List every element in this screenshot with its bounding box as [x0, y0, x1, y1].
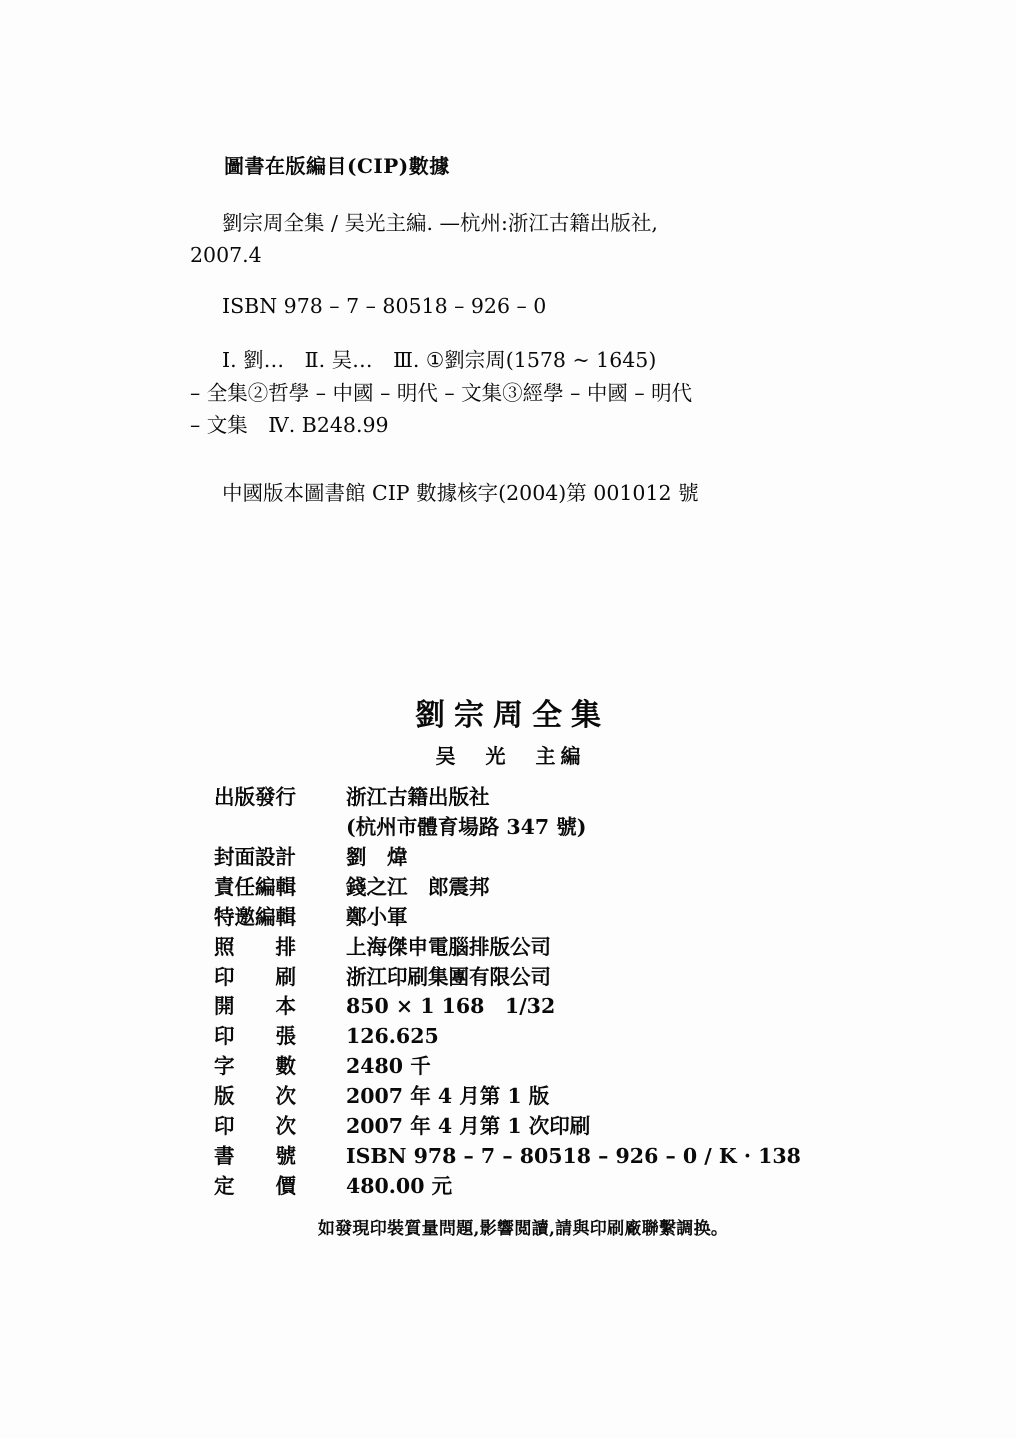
cip-class-line-3: – 文集 Ⅳ. B248.99: [190, 412, 389, 437]
colophon-row: [214, 783, 1016, 813]
colophon-row: [214, 873, 1016, 903]
cip-class-line-1: Ⅰ. 劉… Ⅱ. 吴… Ⅲ. ①劉宗周(1578 ~ 1645): [222, 348, 657, 373]
colophon-row: [214, 1172, 1016, 1202]
colophon-row-label: 照 排: [214, 934, 296, 959]
colophon-row-value: 126.625: [346, 1024, 439, 1049]
colophon-row-label: 印 次: [214, 1114, 296, 1139]
colophon-row: [214, 843, 1016, 873]
colophon-row-value: 上海傑申電腦排版公司: [346, 934, 551, 959]
colophon-row: [214, 1052, 1016, 1082]
colophon-row-value: ISBN 978 – 7 – 80518 – 926 – 0 ∕ K · 138: [346, 1144, 801, 1169]
cip-block: [190, 150, 830, 510]
colophon-row-label: 定 價: [214, 1173, 296, 1198]
colophon-row: [214, 1082, 1016, 1112]
book-title: 劉宗周全集: [415, 698, 610, 733]
colophon-row-label: 封面設計: [214, 844, 296, 869]
colophon-row-value: 浙江古籍出版社: [346, 785, 490, 809]
colophon-row: [214, 903, 1016, 933]
colophon-row-label: 印 刷: [214, 964, 296, 989]
colophon-row-label: 開 本: [214, 994, 296, 1019]
colophon-row-value: 劉 煒: [346, 844, 408, 869]
colophon-row: [214, 1142, 1016, 1172]
colophon-row-value: 2480 千: [346, 1054, 431, 1079]
cip-record-number: 中國版本圖書館 CIP 數據核字(2004)第 001012 號: [222, 481, 699, 506]
colophon-row-value: 浙江印刷集團有限公司: [346, 964, 551, 989]
colophon-row: [214, 963, 1016, 993]
cip-classification: [190, 344, 830, 441]
cip-entry: [190, 207, 830, 272]
colophon-row: [214, 992, 1016, 1022]
colophon-row-label: 出版發行: [214, 785, 296, 809]
cip-class-line-2: – 全集②哲學 – 中國 – 明代 – 文集③經學 – 中國 – 明代: [190, 380, 693, 405]
colophon-row-value: 480.00 元: [346, 1173, 453, 1198]
colophon-footnote: 如發現印裝質量問題,影響閲讀,請與印刷廠聯繫調换。: [317, 1218, 729, 1239]
cip-isbn: ISBN 978 – 7 – 80518 – 926 – 0: [222, 293, 547, 318]
book-editor: 吴 光 主編: [435, 744, 586, 768]
cip-entry-line-2: 2007.4: [190, 243, 262, 268]
colophon-rows: [214, 783, 1016, 1202]
colophon-row-value: 850 × 1 168 1/32: [346, 994, 556, 1019]
cip-entry-line-1: 劉宗周全集 / 吴光主編. —杭州:浙江古籍出版社,: [222, 211, 658, 235]
colophon-row-label: 字 數: [214, 1054, 296, 1079]
spacer: [214, 813, 346, 843]
colophon-row-value: 2007 年 4 月第 1 版: [346, 1084, 550, 1109]
cip-heading: 圖書在版編目(CIP)數據: [224, 154, 450, 178]
colophon-row-label: 印 張: [214, 1024, 296, 1049]
colophon-row-value: 鄭小軍: [346, 904, 408, 929]
colophon-row: [214, 1112, 1016, 1142]
colophon-row: [214, 933, 1016, 963]
colophon-row-value: 錢之江 郎震邦: [346, 874, 490, 899]
colophon-row-value: 2007 年 4 月第 1 次印刷: [346, 1114, 591, 1139]
colophon-block: [0, 690, 1016, 1239]
colophon-row: [214, 1022, 1016, 1052]
colophon-row-label: 特邀編輯: [214, 904, 296, 929]
colophon-row-label: 書 號: [214, 1144, 296, 1169]
colophon-row-label: 版 次: [214, 1084, 296, 1109]
publisher-address: (杭州市體育場路 347 號): [346, 814, 587, 839]
colophon-row-label: 責任編輯: [214, 874, 296, 899]
colophon-row-subvalue: [214, 813, 1016, 843]
